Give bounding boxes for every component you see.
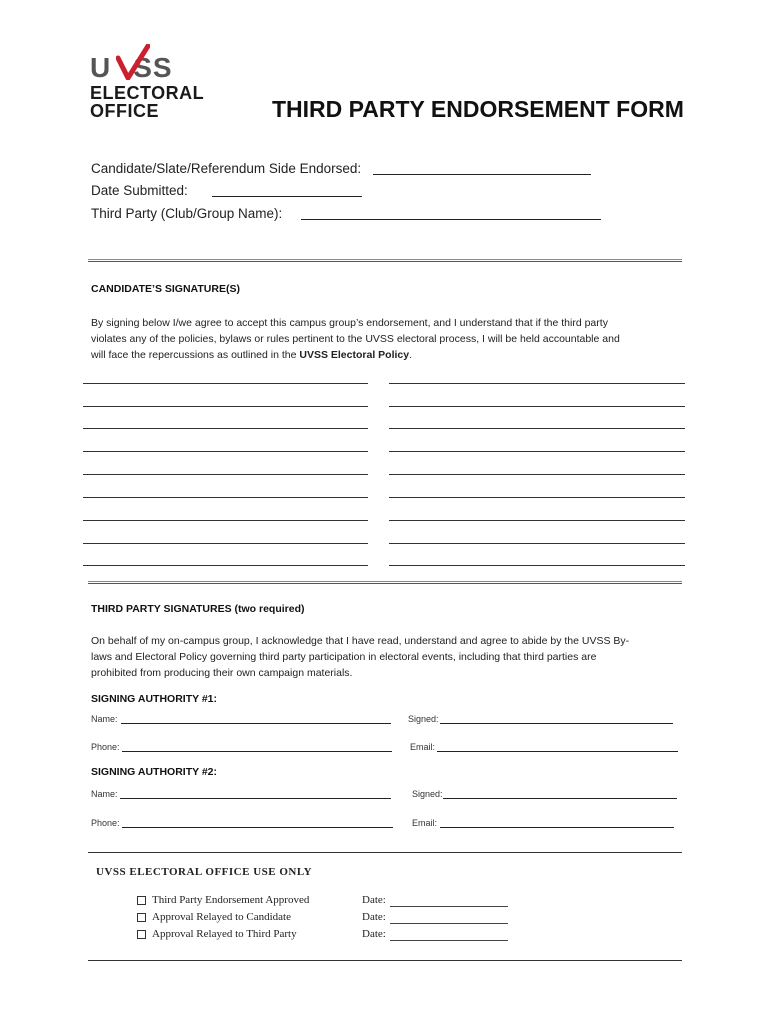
authority-1-signed-input[interactable] bbox=[440, 723, 673, 724]
candidate-signature-line-right[interactable] bbox=[389, 383, 685, 384]
third-party-agreement-line-3: prohibited from producing their own campaign materials. bbox=[91, 667, 353, 679]
signing-authority-2-heading: SIGNING AUTHORITY #2: bbox=[91, 766, 218, 778]
third-party-agreement-line-2: laws and Electoral Policy governing third party participation in electoral events, including that third parties are bbox=[91, 651, 597, 663]
authority-2-signed-input[interactable] bbox=[443, 798, 677, 799]
authority-1-phone-input[interactable] bbox=[122, 751, 392, 752]
candidate-agreement-line-3-start: will face the repercussions as outlined in the bbox=[91, 349, 300, 361]
date-label-3: Date: bbox=[362, 928, 386, 940]
logo-electoral-text: ELECTORAL bbox=[90, 83, 205, 103]
checkbox-icon[interactable] bbox=[137, 896, 146, 905]
authority-2-email-label: Email: bbox=[412, 818, 438, 828]
bottom-divider bbox=[88, 960, 682, 961]
authority-1-email-input[interactable] bbox=[437, 751, 678, 752]
candidate-agreement-line-2: violates any of the policies, bylaws or rules pertinent to the UVSS electoral process, I will be held accountable and bbox=[91, 333, 620, 345]
checkbox-approved[interactable] bbox=[137, 894, 309, 906]
candidate-signature-line-left[interactable] bbox=[83, 474, 368, 475]
candidate-signature-line-right[interactable] bbox=[389, 474, 685, 475]
candidate-agreement-line-1: By signing below I/we agree to accept this campus group’s endorsement, and I understand that if the third party bbox=[91, 317, 608, 329]
date-submitted-input[interactable] bbox=[212, 196, 362, 197]
date-input-1[interactable] bbox=[390, 906, 508, 907]
checkbox-icon[interactable] bbox=[137, 913, 146, 922]
candidate-signature-line-right[interactable] bbox=[389, 451, 685, 452]
candidate-signature-line-right[interactable] bbox=[389, 520, 685, 521]
logo-office-text: OFFICE bbox=[90, 101, 159, 121]
checkbox-approved-label: Third Party Endorsement Approved bbox=[152, 894, 310, 906]
signing-authority-1-heading: SIGNING AUTHORITY #1: bbox=[91, 693, 218, 705]
date-input-2[interactable] bbox=[390, 923, 508, 924]
form-title: THIRD PARTY ENDORSEMENT FORM bbox=[272, 96, 684, 122]
checkbox-relayed-third-party-label: Approval Relayed to Third Party bbox=[152, 928, 297, 940]
candidate-signature-line-left[interactable] bbox=[83, 428, 368, 429]
candidate-field-label: Candidate/Slate/Referendum Side Endorsed: bbox=[91, 161, 362, 176]
checkbox-relayed-candidate[interactable] bbox=[137, 911, 291, 923]
authority-1-phone-label: Phone: bbox=[91, 742, 120, 752]
candidate-signature-line-left[interactable] bbox=[83, 406, 368, 407]
authority-2-phone-input[interactable] bbox=[122, 827, 393, 828]
authority-1-name-label: Name: bbox=[91, 714, 118, 724]
third-party-name-input[interactable] bbox=[301, 219, 601, 220]
authority-2-signed-label: Signed: bbox=[412, 789, 443, 799]
candidate-signature-line-left[interactable] bbox=[83, 543, 368, 544]
candidate-signature-line-right[interactable] bbox=[389, 565, 685, 566]
logo-uvss-text: U SS bbox=[90, 52, 173, 83]
candidate-signature-line-right[interactable] bbox=[389, 543, 685, 544]
checkbox-icon[interactable] bbox=[137, 930, 146, 939]
candidate-signature-line-right[interactable] bbox=[389, 428, 685, 429]
candidate-signatures-heading: CANDIDATE’S SIGNATURE(S) bbox=[91, 283, 240, 295]
candidate-agreement-text bbox=[91, 315, 681, 363]
date-label-2: Date: bbox=[362, 911, 386, 923]
candidate-agreement-line-3-end: . bbox=[409, 349, 413, 361]
authority-2-name-label: Name: bbox=[91, 789, 118, 799]
authority-1-name-input[interactable] bbox=[121, 723, 391, 724]
candidate-signature-line-left[interactable] bbox=[83, 383, 368, 384]
checkmark-icon bbox=[116, 44, 150, 80]
authority-1-signed-label: Signed: bbox=[408, 714, 439, 724]
third-party-agreement-line-1: On behalf of my on-campus group, I acknowledge that I have read, understand and agree to abide by the UVSS By- bbox=[91, 635, 630, 647]
candidate-field-input[interactable] bbox=[373, 174, 591, 175]
date-input-3[interactable] bbox=[390, 940, 508, 941]
authority-2-phone-label: Phone: bbox=[91, 818, 120, 828]
third-party-name-label: Third Party (Club/Group Name): bbox=[91, 206, 283, 221]
candidate-signature-line-right[interactable] bbox=[389, 406, 685, 407]
authority-1-email-label: Email: bbox=[410, 742, 436, 752]
date-label-1: Date: bbox=[362, 894, 386, 906]
uvss-electoral-policy-ref: UVSS Electoral Policy bbox=[299, 349, 410, 361]
section-divider bbox=[88, 581, 682, 584]
uvss-electoral-office-logo bbox=[90, 44, 210, 124]
date-submitted-label: Date Submitted: bbox=[91, 183, 188, 198]
checkbox-relayed-candidate-label: Approval Relayed to Candidate bbox=[152, 911, 291, 923]
authority-2-email-input[interactable] bbox=[440, 827, 674, 828]
candidate-signature-line-left[interactable] bbox=[83, 451, 368, 452]
candidate-signature-line-left[interactable] bbox=[83, 520, 368, 521]
section-divider bbox=[88, 852, 682, 853]
candidate-signature-line-right[interactable] bbox=[389, 497, 685, 498]
section-divider bbox=[88, 259, 682, 262]
candidate-signature-line-left[interactable] bbox=[83, 565, 368, 566]
third-party-signatures-heading: THIRD PARTY SIGNATURES (two required) bbox=[91, 603, 305, 615]
checkbox-relayed-third-party[interactable] bbox=[137, 928, 297, 940]
office-use-heading: UVSS ELECTORAL OFFICE USE ONLY bbox=[96, 866, 313, 878]
authority-2-name-input[interactable] bbox=[120, 798, 391, 799]
third-party-agreement-text bbox=[91, 633, 681, 681]
candidate-agreement-line-3 bbox=[91, 347, 681, 363]
candidate-signature-line-left[interactable] bbox=[83, 497, 368, 498]
